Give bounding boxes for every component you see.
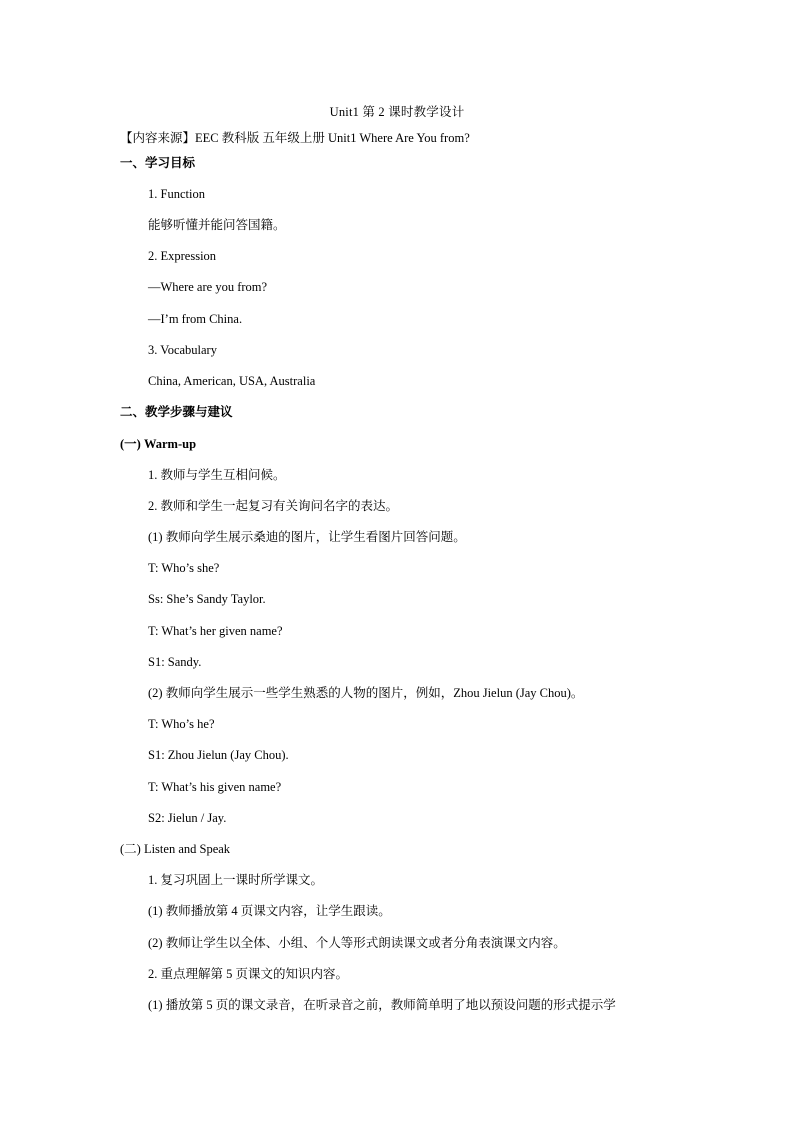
warmup-item: (2) 教师向学生展示一些学生熟悉的人物的图片，例如，Zhou Jielun (Jay Chou)。	[148, 686, 584, 700]
objective-item: 能够听懂并能问答国籍。	[148, 218, 286, 232]
listen-item: 2. 重点理解第 5 页课文的知识内容。	[148, 967, 349, 981]
content-source: 【内容来源】EEC 教科版 五年级上册 Unit1 Where Are You from?	[120, 131, 470, 145]
listen-item: (1) 播放第 5 页的课文录音，在听录音之前，教师简单明了地以预设问题的形式提示学	[148, 998, 616, 1012]
listen-item: (2) 教师让学生以全体、小组、个人等形式朗读课文或者分角表演课文内容。	[148, 936, 566, 950]
section-heading-objectives: 一、学习目标	[120, 156, 196, 170]
subsection-heading-warmup: (一) Warm-up	[120, 437, 197, 451]
objective-item: —Where are you from?	[148, 280, 268, 294]
objective-item: —I’m from China.	[148, 312, 243, 326]
warmup-item: T: Who’s he?	[148, 717, 215, 731]
listen-item: (1) 教师播放第 4 页课文内容，让学生跟读。	[148, 904, 391, 918]
warmup-item: Ss: She’s Sandy Taylor.	[148, 592, 266, 606]
listen-item: 1. 复习巩固上一课时所学课文。	[148, 873, 324, 887]
subsection-heading-listen-speak: (二) Listen and Speak	[120, 842, 231, 856]
warmup-item: S2: Jielun / Jay.	[148, 811, 227, 825]
warmup-item: S1: Zhou Jielun (Jay Chou).	[148, 748, 289, 762]
warmup-item: T: What’s his given name?	[148, 780, 282, 794]
section-heading-steps: 二、教学步骤与建议	[120, 405, 233, 419]
objective-item: China, American, USA, Australia	[148, 374, 316, 388]
document-title: Unit1 第 2 课时教学设计	[329, 105, 465, 119]
warmup-item: 2. 教师和学生一起复习有关询问名字的表达。	[148, 499, 399, 513]
objective-item: 2. Expression	[148, 249, 217, 263]
objective-item: 1. Function	[148, 187, 205, 201]
warmup-item: T: Who’s she?	[148, 561, 220, 575]
objective-item: 3. Vocabulary	[148, 343, 217, 357]
warmup-item: (1) 教师向学生展示桑迪的图片，让学生看图片回答问题。	[148, 530, 466, 544]
warmup-item: 1. 教师与学生互相问候。	[148, 468, 286, 482]
warmup-item: S1: Sandy.	[148, 655, 202, 669]
warmup-item: T: What’s her given name?	[148, 624, 283, 638]
